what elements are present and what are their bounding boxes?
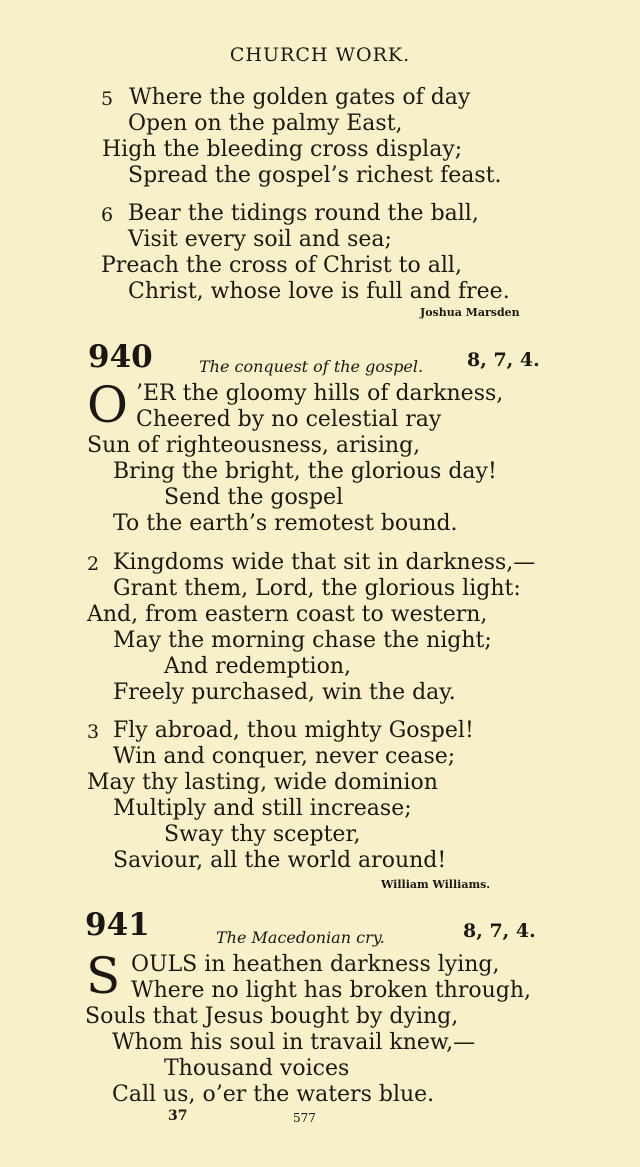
verse-line: Thousand voices xyxy=(164,1056,350,1081)
verse-line: Christ, whose love is full and free. xyxy=(128,279,510,304)
verse-line: Bear the tidings round the ball, xyxy=(128,201,479,226)
verse-line: Fly abroad, thou mighty Gospel! xyxy=(113,718,474,743)
verse-line: High the bleeding cross display; xyxy=(102,137,463,162)
verse-line: Sway thy scepter, xyxy=(164,822,361,847)
verse-line: To the earth’s remotest bound. xyxy=(113,511,458,536)
running-header: CHURCH WORK. xyxy=(229,44,411,66)
verse-line: ’ER the gloomy hills of darkness, xyxy=(136,381,504,406)
drop-cap: O xyxy=(87,376,128,434)
author-credit: William Williams. xyxy=(381,878,491,891)
hymn-meter: 8, 7, 4. xyxy=(467,349,540,371)
verse-line: And, from eastern coast to western, xyxy=(87,602,488,627)
author-credit: Joshua Marsden xyxy=(420,306,520,319)
stanza-number: 3 xyxy=(87,721,100,743)
page-number: 577 xyxy=(293,1111,316,1125)
signature-mark: 37 xyxy=(168,1108,188,1124)
verse-line: Win and conquer, never cease; xyxy=(113,744,456,769)
verse-line: Where the golden gates of day xyxy=(129,85,471,110)
verse-line: Preach the cross of Christ to all, xyxy=(101,253,462,278)
verse-line: May the morning chase the night; xyxy=(113,628,492,653)
verse-line: May thy lasting, wide dominion xyxy=(87,770,438,795)
verse-line: Sun of righteousness, arising, xyxy=(87,433,421,458)
stanza-number: 2 xyxy=(87,553,100,575)
stanza-number: 6 xyxy=(101,204,114,226)
verse-line: Multiply and still increase; xyxy=(113,796,412,821)
hymn-title: The conquest of the gospel. xyxy=(199,357,424,376)
verse-line: Call us, o’er the waters blue. xyxy=(112,1082,435,1107)
verse-line: Whom his soul in travail knew,— xyxy=(112,1030,476,1055)
hymn-meter: 8, 7, 4. xyxy=(463,920,536,942)
verse-line: Saviour, all the world around! xyxy=(113,848,447,873)
verse-line: Grant them, Lord, the glorious light: xyxy=(113,576,521,601)
verse-line: Visit every soil and sea; xyxy=(128,227,392,252)
verse-line: Freely purchased, win the day. xyxy=(113,680,456,705)
verse-line: Cheered by no celestial ray xyxy=(136,407,442,432)
verse-line: Kingdoms wide that sit in darkness,— xyxy=(113,550,536,575)
stanza-number: 5 xyxy=(101,88,114,110)
verse-line: Where no light has broken through, xyxy=(131,978,532,1003)
verse-line: Souls that Jesus bought by dying, xyxy=(85,1004,459,1029)
verse-line: Open on the palmy East, xyxy=(128,111,403,136)
verse-line: And redemption, xyxy=(164,654,351,679)
verse-line: Spread the gospel’s richest feast. xyxy=(128,163,502,188)
hymn-number: 940 xyxy=(88,339,153,375)
verse-line: Send the gospel xyxy=(164,485,344,510)
hymn-number: 941 xyxy=(85,907,150,943)
verse-line: Bring the bright, the glorious day! xyxy=(113,459,497,484)
drop-cap: S xyxy=(86,947,121,1005)
verse-line: OULS in heathen darkness lying, xyxy=(131,952,500,977)
hymn-title: The Macedonian cry. xyxy=(216,928,385,947)
